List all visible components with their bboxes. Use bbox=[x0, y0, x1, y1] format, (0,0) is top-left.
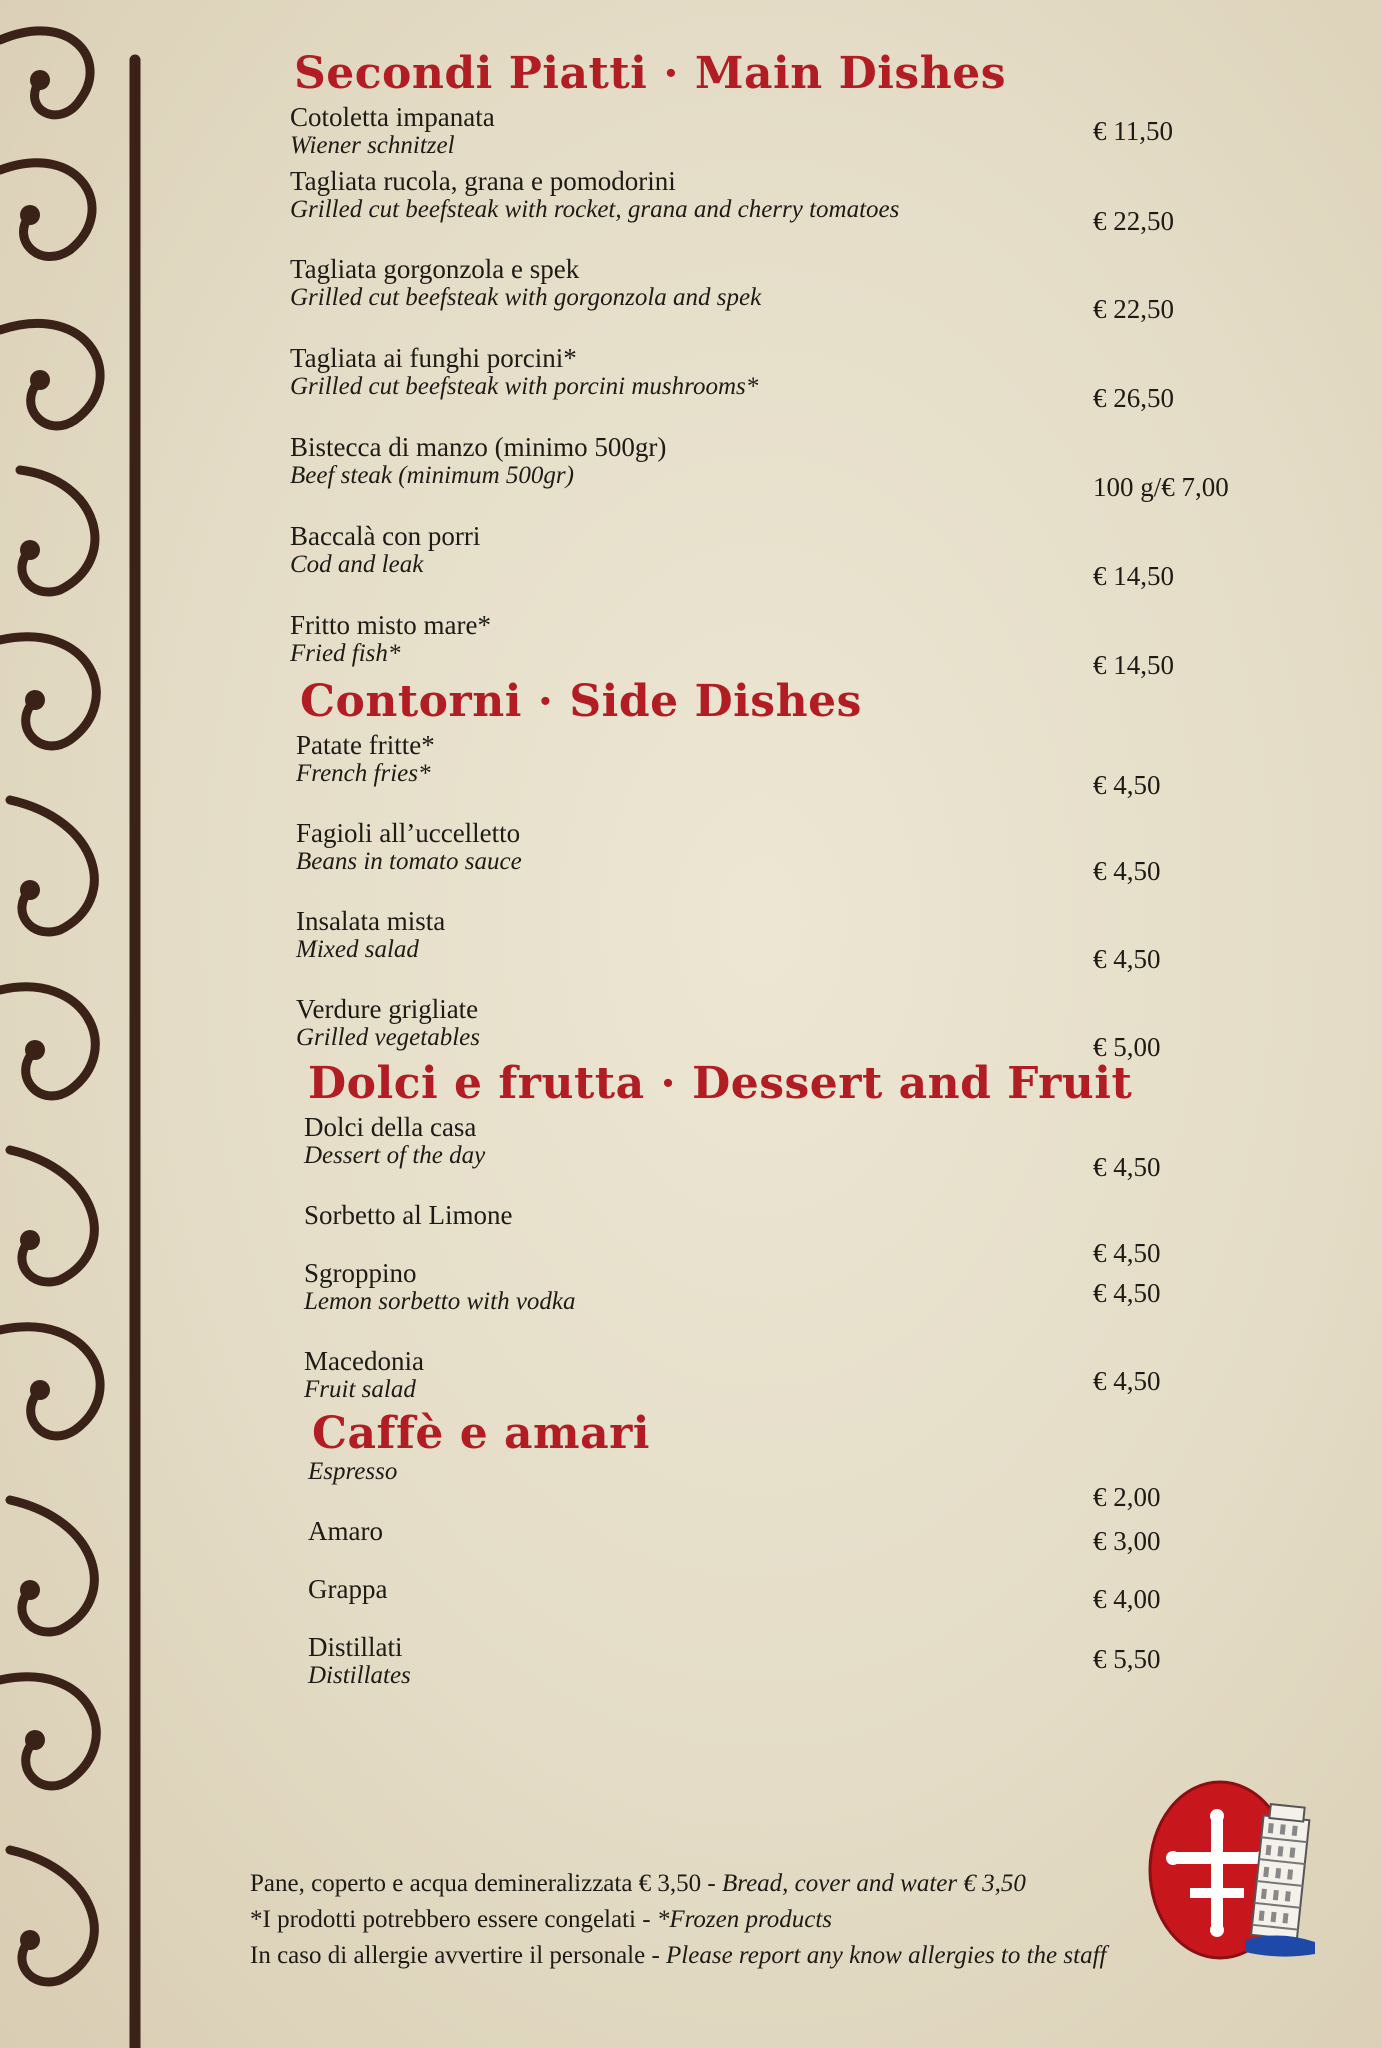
item-name-en: Beef steak (minimum 500gr) bbox=[290, 462, 574, 489]
menu-item bbox=[304, 1258, 1290, 1346]
item-name-en: Lemon sorbetto with vodka bbox=[304, 1288, 576, 1315]
menu-item bbox=[290, 521, 1290, 610]
item-price: € 14,50 bbox=[1093, 561, 1174, 591]
menu-item bbox=[304, 1112, 1290, 1200]
item-price: € 11,50 bbox=[1093, 116, 1173, 146]
menu-item bbox=[290, 343, 1290, 432]
item-price: € 26,50 bbox=[1093, 383, 1174, 413]
section-dessert bbox=[304, 1058, 1290, 1412]
item-name-it: Insalata mista bbox=[296, 906, 446, 936]
item-name-it: Cotoletta impanata bbox=[290, 102, 495, 132]
footer-text-it: Pane, coperto e acqua demineralizzata € 3,50 - bbox=[250, 1870, 722, 1897]
item-name-it: Sgroppino bbox=[304, 1258, 417, 1288]
item-price: € 5,00 bbox=[1093, 1032, 1161, 1062]
section-title: Caffè e amari bbox=[312, 1408, 650, 1459]
item-name-en: Espresso bbox=[308, 1458, 398, 1485]
item-name-en: Grilled cut beefsteak with rocket, grana and cherry tomatoes bbox=[290, 196, 900, 223]
item-name-it: Tagliata gorgonzola e spek bbox=[290, 254, 580, 284]
footer-line-allergies bbox=[250, 1938, 1150, 1974]
item-price: € 2,00 bbox=[1093, 1482, 1161, 1512]
item-name-it: Baccalà con porri bbox=[290, 521, 481, 551]
footer-line-bread bbox=[250, 1866, 1150, 1902]
menu-content bbox=[290, 48, 1290, 1692]
pisa-cross-logo-icon bbox=[1145, 1770, 1325, 1960]
item-name-en: Mixed salad bbox=[296, 936, 419, 963]
item-name-en: Dessert of the day bbox=[304, 1142, 486, 1169]
section-coffee bbox=[308, 1408, 1290, 1692]
menu-item bbox=[308, 1516, 1290, 1574]
item-name-en: Distillates bbox=[308, 1662, 411, 1689]
menu-item bbox=[296, 818, 1290, 906]
item-name-it: Fritto misto mare* bbox=[290, 610, 491, 640]
menu-item bbox=[308, 1574, 1290, 1632]
item-name-en: Grilled cut beefsteak with gorgonzola and spek bbox=[290, 284, 762, 311]
menu-item bbox=[290, 432, 1290, 521]
footer-notes bbox=[250, 1866, 1150, 1974]
item-name-en: French fries* bbox=[296, 760, 431, 787]
section-title: Contorni · Side Dishes bbox=[300, 676, 862, 727]
item-name-it: Distillati bbox=[308, 1632, 403, 1662]
item-name-it: Patate fritte* bbox=[296, 730, 435, 760]
item-name-it: Macedonia bbox=[304, 1346, 424, 1376]
item-name-en: Grilled cut beefsteak with porcini mushrooms* bbox=[290, 373, 759, 400]
footer-text-en: Please report any know allergies to the staff bbox=[666, 1942, 1107, 1969]
item-price: € 4,50 bbox=[1093, 770, 1161, 800]
section-main-dishes bbox=[290, 48, 1290, 680]
item-price: € 4,50 bbox=[1093, 1152, 1161, 1182]
ornamental-border bbox=[0, 0, 150, 2048]
item-name-it: Amaro bbox=[308, 1516, 383, 1546]
item-name-en: Cod and leak bbox=[290, 551, 424, 578]
item-price: € 4,00 bbox=[1093, 1584, 1161, 1614]
item-name-en: Beans in tomato sauce bbox=[296, 848, 522, 875]
section-title: Secondi Piatti · Main Dishes bbox=[294, 48, 1006, 99]
item-name-it: Grappa bbox=[308, 1574, 388, 1604]
item-name-en: Fruit salad bbox=[304, 1376, 416, 1403]
item-price: € 4,50 bbox=[1093, 1366, 1161, 1396]
footer-text-it: In caso di allergie avvertire il personale - bbox=[250, 1942, 667, 1969]
item-name-it: Fagioli all’uccelletto bbox=[296, 818, 521, 848]
menu-item bbox=[290, 102, 1290, 166]
item-price: € 22,50 bbox=[1093, 206, 1174, 236]
menu-item bbox=[304, 1200, 1290, 1268]
footer-line-frozen bbox=[250, 1902, 1150, 1938]
item-price: € 3,00 bbox=[1093, 1526, 1161, 1556]
item-price: € 22,50 bbox=[1093, 294, 1174, 324]
item-price: 100 g/€ 7,00 bbox=[1093, 472, 1229, 502]
menu-item bbox=[304, 1346, 1290, 1412]
item-price: € 5,50 bbox=[1093, 1644, 1161, 1674]
menu-item bbox=[296, 994, 1290, 1062]
item-name-it: Bistecca di manzo (minimo 500gr) bbox=[290, 432, 667, 462]
item-name-it: Dolci della casa bbox=[304, 1112, 477, 1142]
item-name-en: Fried fish* bbox=[290, 640, 401, 667]
item-price: € 4,50 bbox=[1093, 1278, 1161, 1308]
menu-item bbox=[290, 166, 1290, 254]
menu-item bbox=[290, 610, 1290, 680]
footer-text-en: Bread, cover and water € 3,50 bbox=[722, 1870, 1026, 1897]
item-name-it: Verdure grigliate bbox=[296, 994, 479, 1024]
item-name-it: Tagliata ai funghi porcini* bbox=[290, 343, 577, 373]
item-price: € 4,50 bbox=[1093, 944, 1161, 974]
item-price: € 4,50 bbox=[1093, 856, 1161, 886]
item-name-it: Tagliata rucola, grana e pomodorini bbox=[290, 166, 676, 196]
item-name-it: Sorbetto al Limone bbox=[304, 1200, 513, 1230]
item-price: € 4,50 bbox=[1093, 1238, 1161, 1268]
menu-item bbox=[308, 1632, 1290, 1692]
item-name-en: Wiener schnitzel bbox=[290, 132, 455, 159]
section-side-dishes bbox=[296, 676, 1290, 1062]
menu-item bbox=[296, 730, 1290, 818]
footer-text-it: *I prodotti potrebbero essere congelati - bbox=[250, 1906, 657, 1933]
item-name-en: Grilled vegetables bbox=[296, 1024, 480, 1051]
section-title: Dolci e frutta · Dessert and Fruit bbox=[308, 1058, 1133, 1109]
footer-text-en: *Frozen products bbox=[656, 1906, 833, 1933]
menu-item bbox=[290, 254, 1290, 343]
menu-item bbox=[308, 1458, 1290, 1516]
menu-item bbox=[296, 906, 1290, 994]
item-price: € 14,50 bbox=[1093, 650, 1174, 680]
